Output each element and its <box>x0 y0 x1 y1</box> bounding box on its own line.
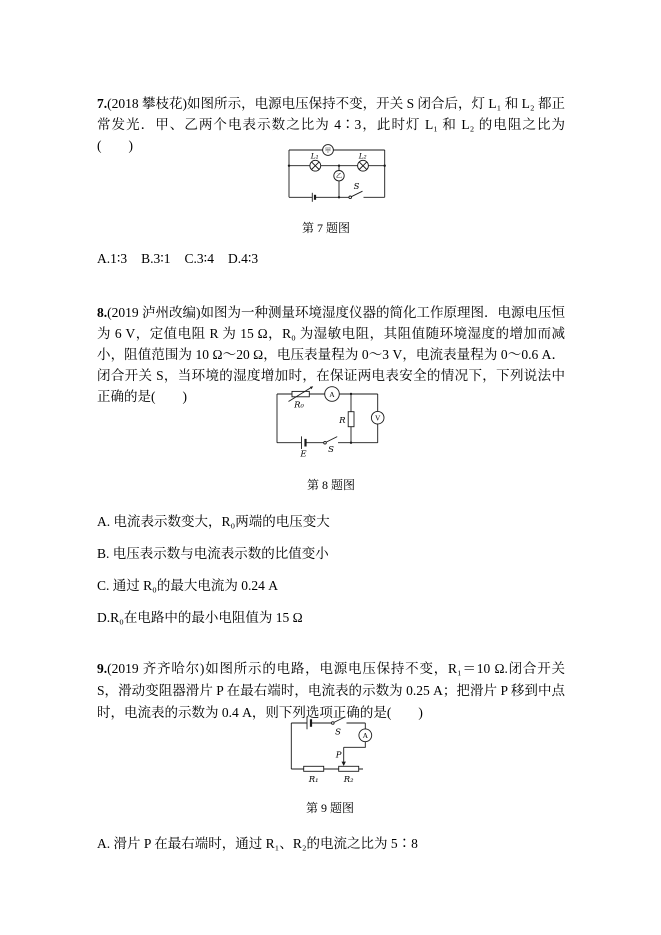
resistor-1-symbol <box>304 766 324 771</box>
question-9-body: (2019 齐齐哈尔)如图所示的电路，电源电压保持不变，R₁＝10 Ω.闭合开关 S，滑动变阻器滑片 P 在最右端时，电流表的示数为 0.25 A；把滑片 P 移到中点时，电流表的示数为 0.4 A，则下列选项正确的是( ) <box>97 660 565 720</box>
fixed-resistor-symbol <box>348 412 354 427</box>
slider-label: P <box>335 750 342 761</box>
option-d: D.R₀在电路中的最小电阻值为 15 Ω <box>97 610 303 625</box>
humidity-resistor-label: R₀ <box>294 400 304 411</box>
figure-9-caption: 第 9 题图 <box>305 801 354 815</box>
question-7-options <box>97 248 565 269</box>
switch-symbol <box>324 437 338 444</box>
question-7-body: (2018 攀枝花)如图所示，电源电压保持不变，开关 S 闭合后，灯 L₁ 和 L₂ 都正常发光．甲、乙两个电表示数之比为 4∶3，此时灯 L₁ 和 L₂ 的电阻之比为( ) <box>97 95 565 153</box>
question-8-number: 8. <box>97 304 108 320</box>
switch-symbol <box>349 191 363 198</box>
slider-arrow <box>342 747 346 766</box>
option-b: B. 电压表示数与电流表示数的比值变小 <box>97 546 329 561</box>
question-8-body: (2019 泸州改编)如图为一种测量环境湿度仪器的简化工作原理图．电源电压恒为 6 V，定值电阻 R 为 15 Ω，R₀ 为湿敏电阻，其阻值随环境湿度的增加而减小，阻值范围为 10 Ω～20 Ω，电压表量程为 0～3 V，电流表量程为 0～0.6 A．闭合开关 S，当环境的湿度增加时，在保证两电表安全的情况下，下列说法中正确的是( ) <box>97 304 565 404</box>
meter-yi-symbol <box>334 171 344 181</box>
circuit-9-wires <box>291 723 365 769</box>
meter-jia-symbol <box>323 145 334 156</box>
option-c: C.3∶4 <box>184 251 214 266</box>
rheostat-2-label: R₂ <box>343 775 354 785</box>
battery-symbol <box>312 193 315 202</box>
question-8-circuit-figure <box>268 382 396 458</box>
question-7-number: 7. <box>97 95 108 111</box>
meter-jia-label: 甲 <box>324 148 332 155</box>
switch-label: S <box>328 445 334 455</box>
meter-yi-label: 乙 <box>335 174 343 180</box>
junction-dots <box>288 165 386 199</box>
switch-label: S <box>353 182 360 192</box>
option-c: C. 通过 R₀的最大电流为 0.24 A <box>97 578 278 593</box>
voltmeter-symbol <box>371 411 384 424</box>
ammeter-letter: A <box>362 731 369 741</box>
figure-7-caption: 第 7 题图 <box>301 221 350 235</box>
option-a: A. 电流表示数变大，R₀两端的电压变大 <box>97 514 330 529</box>
circuit-8-wires <box>277 394 378 443</box>
fixed-resistor-label: R <box>339 416 346 426</box>
option-a: A.1∶3 <box>97 251 128 266</box>
circuit-9-diagram <box>268 712 398 788</box>
rheostat-2-symbol <box>339 766 359 771</box>
question-7-circuit-figure <box>285 141 389 203</box>
lamp-2-label: L₂ <box>358 151 367 161</box>
lamp-2-symbol <box>358 160 369 171</box>
humidity-resistor-symbol <box>289 386 314 401</box>
ammeter-symbol <box>325 387 340 402</box>
question-9-circuit-figure <box>268 712 398 788</box>
option-b: B.3∶1 <box>141 251 171 266</box>
lamp-1-symbol <box>310 160 321 171</box>
option-a: A. 滑片 P 在最右端时，通过 R₁、R₂的电流之比为 5∶8 <box>97 836 418 851</box>
ammeter-letter: A <box>329 389 335 399</box>
switch-symbol <box>332 717 346 724</box>
voltmeter-letter: V <box>374 413 381 423</box>
battery-label: E <box>300 449 307 458</box>
circuit-7-diagram <box>285 141 389 203</box>
question-9-options <box>97 833 565 854</box>
question-8-options <box>97 506 565 634</box>
battery-symbol <box>307 717 311 729</box>
resistor-1-label: R₁ <box>308 775 319 785</box>
lamp-1-label: L₁ <box>310 151 319 161</box>
circuit-8-diagram <box>268 382 396 458</box>
option-d: D.4∶3 <box>227 251 259 266</box>
ammeter-symbol <box>359 729 372 742</box>
question-9-number: 9. <box>97 660 108 676</box>
switch-label: S <box>335 727 341 738</box>
figure-8-caption: 第 8 题图 <box>306 478 355 492</box>
battery-symbol <box>302 436 306 449</box>
